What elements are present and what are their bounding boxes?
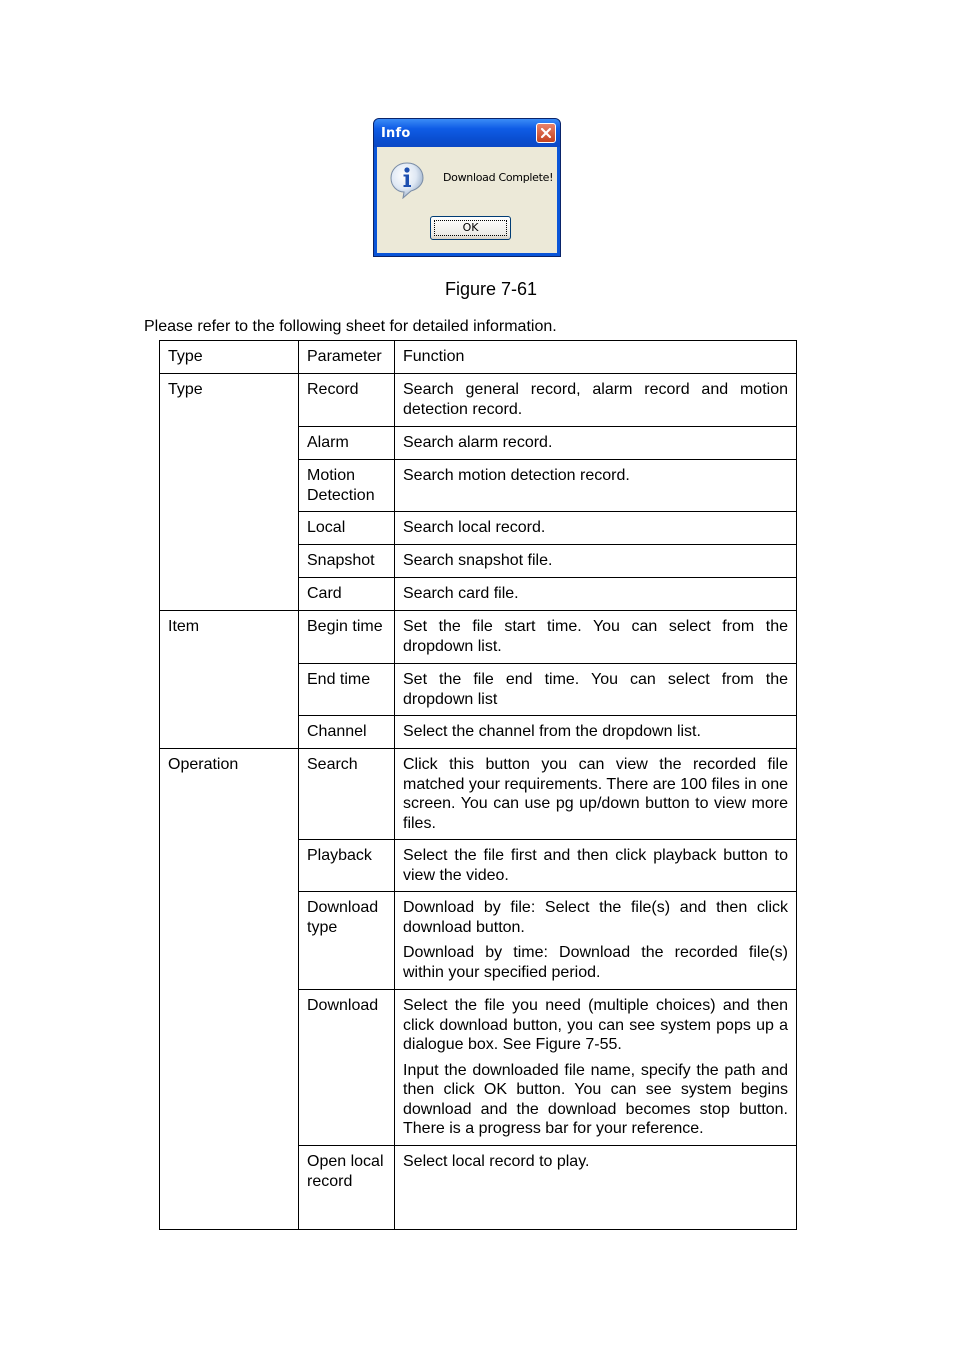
function-text: Input the downloaded file name, specify the path and then click OK button. You can see system begins download and the download becomes stop button. There is a progress bar for your reference. xyxy=(403,1061,788,1137)
ok-button[interactable] xyxy=(430,216,511,240)
function-cell xyxy=(395,840,797,892)
function-text: Search snapshot file. xyxy=(403,552,553,569)
param-cell: Record xyxy=(299,374,395,427)
param-cell: Motion Detection xyxy=(299,460,395,512)
figure-caption: Figure 7-61 xyxy=(444,279,538,299)
function-text: Search local record. xyxy=(403,519,546,536)
function-cell xyxy=(395,664,797,716)
dialog-titlebar xyxy=(374,119,560,147)
function-text: Select local record to play. xyxy=(403,1153,590,1170)
info-dialog xyxy=(373,118,561,257)
spec-table xyxy=(159,340,797,1230)
ok-label: OK xyxy=(462,221,479,234)
intro-text: Please refer to the following sheet for detailed information. xyxy=(144,318,557,335)
header-type: Type xyxy=(160,341,299,374)
function-cell xyxy=(395,611,797,664)
function-text: Click this button you can view the recorded file matched your requirements. There are 100 files in one screen. You can use pg up/down button to view more files. xyxy=(403,756,788,832)
type-cell: Item xyxy=(160,611,299,749)
param-cell: End time xyxy=(299,664,395,716)
param-cell: Open local record xyxy=(299,1146,395,1230)
function-cell xyxy=(395,427,797,460)
param-cell: Channel xyxy=(299,716,395,749)
param-cell: Search xyxy=(299,749,395,840)
type-cell: Type xyxy=(160,374,299,611)
function-cell xyxy=(395,749,797,840)
function-cell xyxy=(395,374,797,427)
function-text: Search card file. xyxy=(403,585,519,602)
header-parameter: Parameter xyxy=(299,341,395,374)
table-header-row xyxy=(160,341,797,374)
function-text: Search motion detection record. xyxy=(403,467,630,484)
param-cell: Alarm xyxy=(299,427,395,460)
info-icon xyxy=(389,161,425,199)
function-cell xyxy=(395,716,797,749)
param-cell: Begin time xyxy=(299,611,395,664)
function-text: Download by time: Download the recorded file(s) within your specified period. xyxy=(403,944,788,981)
header-function: Function xyxy=(395,341,797,374)
function-text: Set the file start time. You can select from the dropdown list. xyxy=(403,618,788,655)
function-text: Select the file you need (multiple choices) and then click download button, you can see system pops up a dialogue box. See Figure 7-55. xyxy=(403,997,788,1053)
function-text: Search alarm record. xyxy=(403,434,553,451)
function-cell xyxy=(395,990,797,1146)
dialog-title: Info xyxy=(381,126,411,141)
param-cell: Playback xyxy=(299,840,395,892)
function-text: Select the channel from the dropdown list. xyxy=(403,723,701,740)
function-text: Select the file first and then click playback button to view the video. xyxy=(403,847,788,884)
function-text: Download by file: Select the file(s) and then click download button. xyxy=(403,899,788,936)
table-row xyxy=(160,749,797,840)
table-row xyxy=(160,611,797,664)
function-text: Set the file end time. You can select from the dropdown list xyxy=(403,671,788,708)
param-cell: Card xyxy=(299,578,395,611)
type-cell: Operation xyxy=(160,749,299,1230)
function-text: Search general record, alarm record and motion detection record. xyxy=(403,381,788,418)
dialog-message: Download Complete! xyxy=(443,171,554,184)
function-cell xyxy=(395,545,797,578)
param-cell: Download xyxy=(299,990,395,1146)
dialog-body xyxy=(377,147,557,253)
param-cell: Download type xyxy=(299,892,395,990)
close-icon xyxy=(540,127,552,139)
function-cell xyxy=(395,460,797,512)
close-button[interactable] xyxy=(536,123,556,143)
function-cell xyxy=(395,1146,797,1230)
table-row xyxy=(160,374,797,427)
param-cell: Local xyxy=(299,512,395,545)
function-cell xyxy=(395,512,797,545)
param-cell: Snapshot xyxy=(299,545,395,578)
function-cell xyxy=(395,892,797,990)
function-cell xyxy=(395,578,797,611)
